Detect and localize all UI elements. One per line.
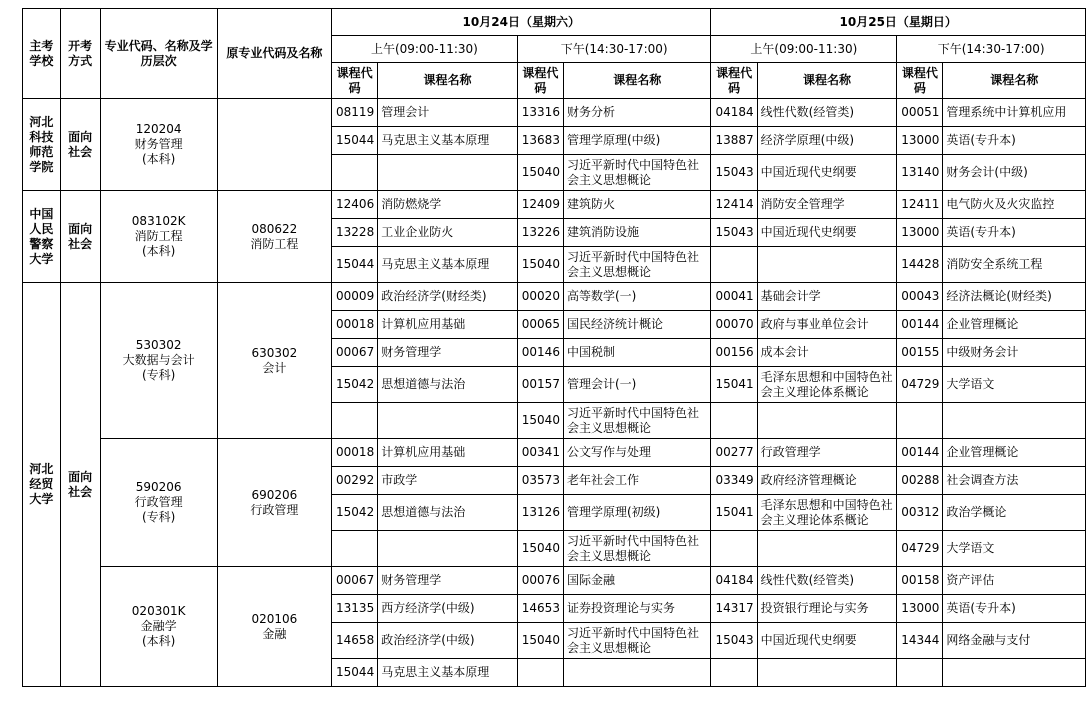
course-code: 12409: [517, 191, 563, 219]
course-code: 00341: [517, 439, 563, 467]
course-name: 马克思主义基本原理: [378, 659, 518, 687]
course-name: 管理学原理(中级): [563, 127, 711, 155]
course-code: 08119: [332, 99, 378, 127]
course-name: 企业管理概论: [943, 439, 1086, 467]
course-code: 00158: [897, 567, 943, 595]
course-name: 政府经济管理概论: [757, 467, 897, 495]
course-code: 13000: [897, 595, 943, 623]
course-code: 13316: [517, 99, 563, 127]
orig-major-line: 020106: [251, 611, 298, 626]
course-name: 计算机应用基础: [378, 311, 518, 339]
course-name: 基础会计学: [757, 283, 897, 311]
orig-major-line: 080622: [251, 221, 298, 236]
course-name: 中国近现代史纲要: [757, 623, 897, 659]
major-line: (专科): [141, 510, 176, 524]
major-line: (本科): [141, 152, 176, 166]
schedule-body: [23, 99, 1086, 687]
course-code: 00146: [517, 339, 563, 367]
course-code: 00009: [332, 283, 378, 311]
course-name: 习近平新时代中国特色社会主义思想概论: [563, 403, 711, 439]
course-code: 00312: [897, 495, 943, 531]
course-code: 13887: [711, 127, 757, 155]
header-course-code: 课程代码: [897, 63, 943, 99]
header-course-code: 课程代码: [332, 63, 378, 99]
course-code: 03573: [517, 467, 563, 495]
course-code: 15044: [332, 247, 378, 283]
course-code: 00070: [711, 311, 757, 339]
course-name: 习近平新时代中国特色社会主义思想概论: [563, 531, 711, 567]
major-line: 020301K: [131, 604, 186, 618]
course-code: 12411: [897, 191, 943, 219]
course-code: 15043: [711, 155, 757, 191]
course-code: [897, 403, 943, 439]
course-code: 14344: [897, 623, 943, 659]
course-code: 13140: [897, 155, 943, 191]
header-day-2: 10月25日（星期日）: [711, 9, 1086, 36]
course-name: 西方经济学(中级): [378, 595, 518, 623]
course-name: 资产评估: [943, 567, 1086, 595]
course-name: 中级财务会计: [943, 339, 1086, 367]
course-code: 12406: [332, 191, 378, 219]
course-code: 13000: [897, 127, 943, 155]
course-name: 管理学原理(初级): [563, 495, 711, 531]
header-day1-am: 上午(09:00-11:30): [332, 36, 518, 63]
major-line: 大数据与会计: [122, 353, 195, 367]
course-code: 04729: [897, 531, 943, 567]
course-code: 00018: [332, 311, 378, 339]
course-code: 15040: [517, 155, 563, 191]
course-code: 00144: [897, 311, 943, 339]
course-name: 政府与事业单位会计: [757, 311, 897, 339]
course-name: 财务管理学: [378, 339, 518, 367]
header-mode: 开考方式: [60, 9, 100, 99]
course-name: 政治经济学(财经类): [378, 283, 518, 311]
header-school: 主考学校: [23, 9, 61, 99]
orig-major-cell: [217, 439, 331, 567]
course-name: 电气防火及火灾监控: [943, 191, 1086, 219]
exam-schedule: [22, 8, 1086, 687]
orig-major-line: 690206: [251, 487, 298, 502]
major-line: 行政管理: [134, 495, 183, 509]
course-code: 12414: [711, 191, 757, 219]
course-name: 社会调查方法: [943, 467, 1086, 495]
course-code: [711, 247, 757, 283]
course-name: 网络金融与支付: [943, 623, 1086, 659]
course-code: 00277: [711, 439, 757, 467]
major-line: 530302: [135, 338, 182, 352]
course-name: 英语(专升本): [943, 595, 1086, 623]
exam-mode: 面向社会: [60, 283, 100, 687]
course-name: 财务分析: [563, 99, 711, 127]
course-code: 13000: [897, 219, 943, 247]
course-code: 15043: [711, 219, 757, 247]
course-code: 14428: [897, 247, 943, 283]
major-cell: [100, 567, 217, 687]
course-name: 国际金融: [563, 567, 711, 595]
major-line: 083102K: [131, 214, 186, 228]
course-code: 00067: [332, 567, 378, 595]
course-code: [711, 403, 757, 439]
course-name: 工业企业防火: [378, 219, 518, 247]
course-code: 00018: [332, 439, 378, 467]
course-name: 英语(专升本): [943, 219, 1086, 247]
header-course-code: 课程代码: [517, 63, 563, 99]
course-name: [378, 531, 518, 567]
course-code: 15044: [332, 127, 378, 155]
course-name: 老年社会工作: [563, 467, 711, 495]
course-code: 00043: [897, 283, 943, 311]
course-name: 公文写作与处理: [563, 439, 711, 467]
course-code: 03349: [711, 467, 757, 495]
course-code: 13226: [517, 219, 563, 247]
course-code: 15044: [332, 659, 378, 687]
course-name: 市政学: [378, 467, 518, 495]
course-name: 线性代数(经管类): [757, 567, 897, 595]
course-code: [332, 155, 378, 191]
header-day2-pm: 下午(14:30-17:00): [897, 36, 1086, 63]
course-code: 13126: [517, 495, 563, 531]
course-code: 14317: [711, 595, 757, 623]
major-cell: [100, 99, 217, 191]
orig-major-line: 金融: [262, 626, 287, 641]
exam-schedule-table: [22, 8, 1086, 687]
header-day-1: 10月24日（星期六）: [332, 9, 711, 36]
course-code: 00067: [332, 339, 378, 367]
header-orig-major: 原专业代码及名称: [217, 9, 331, 99]
course-code: 00041: [711, 283, 757, 311]
header-course-name: 课程名称: [378, 63, 518, 99]
table-row: [23, 99, 1086, 127]
course-name: 证券投资理论与实务: [563, 595, 711, 623]
major-line: 590206: [135, 480, 182, 494]
course-name: [563, 659, 711, 687]
course-code: [517, 659, 563, 687]
course-name: 政治学概论: [943, 495, 1086, 531]
major-line: (本科): [141, 244, 176, 258]
course-name: 大学语文: [943, 367, 1086, 403]
course-name: 管理会计: [378, 99, 518, 127]
course-name: 企业管理概论: [943, 311, 1086, 339]
course-code: 15040: [517, 403, 563, 439]
major-cell: [100, 283, 217, 439]
course-name: 投资银行理论与实务: [757, 595, 897, 623]
course-code: 00288: [897, 467, 943, 495]
course-name: 思想道德与法治: [378, 495, 518, 531]
course-code: 15042: [332, 367, 378, 403]
course-code: 15042: [332, 495, 378, 531]
major-cell: [100, 439, 217, 567]
school-name: 中国人民警察大学: [23, 191, 61, 283]
course-code: 04729: [897, 367, 943, 403]
course-code: 04184: [711, 99, 757, 127]
major-line: 财务管理: [134, 137, 183, 151]
course-code: 15040: [517, 531, 563, 567]
course-code: 13683: [517, 127, 563, 155]
course-name: 中国近现代史纲要: [757, 219, 897, 247]
school-name: 河北科技师范学院: [23, 99, 61, 191]
table-row: [23, 283, 1086, 311]
course-code: 13228: [332, 219, 378, 247]
course-name: [757, 531, 897, 567]
course-name: 成本会计: [757, 339, 897, 367]
course-name: 政治经济学(中级): [378, 623, 518, 659]
course-code: [711, 531, 757, 567]
course-code: 13135: [332, 595, 378, 623]
header-course-code: 课程代码: [711, 63, 757, 99]
course-code: 00144: [897, 439, 943, 467]
header-day1-pm: 下午(14:30-17:00): [517, 36, 711, 63]
course-name: [757, 403, 897, 439]
school-name: 河北经贸大学: [23, 283, 61, 687]
table-row: [23, 439, 1086, 467]
orig-major-cell: [217, 99, 331, 191]
course-name: 消防燃烧学: [378, 191, 518, 219]
orig-major-cell: [217, 191, 331, 283]
course-name: 计算机应用基础: [378, 439, 518, 467]
course-name: 英语(专升本): [943, 127, 1086, 155]
major-line: 120204: [135, 122, 182, 136]
course-code: 00156: [711, 339, 757, 367]
orig-major-line: 行政管理: [250, 502, 299, 517]
course-code: [897, 659, 943, 687]
course-name: [943, 659, 1086, 687]
course-name: 消防安全管理学: [757, 191, 897, 219]
course-code: 00065: [517, 311, 563, 339]
course-name: 毛泽东思想和中国特色社会主义理论体系概论: [757, 367, 897, 403]
course-name: 习近平新时代中国特色社会主义思想概论: [563, 623, 711, 659]
course-name: 中国税制: [563, 339, 711, 367]
orig-major-line: 消防工程: [250, 236, 299, 251]
course-name: [757, 247, 897, 283]
course-code: 15040: [517, 623, 563, 659]
major-line: 金融学: [140, 619, 177, 633]
major-line: (专科): [141, 368, 176, 382]
course-name: 建筑消防设施: [563, 219, 711, 247]
course-name: 思想道德与法治: [378, 367, 518, 403]
major-line: (本科): [141, 634, 176, 648]
course-code: 15043: [711, 623, 757, 659]
course-name: 经济法概论(财经类): [943, 283, 1086, 311]
major-cell: [100, 191, 217, 283]
course-code: 00076: [517, 567, 563, 595]
course-name: 马克思主义基本原理: [378, 247, 518, 283]
course-code: 00020: [517, 283, 563, 311]
course-name: [757, 659, 897, 687]
course-code: 04184: [711, 567, 757, 595]
course-code: [711, 659, 757, 687]
course-code: 15040: [517, 247, 563, 283]
course-name: 大学语文: [943, 531, 1086, 567]
course-name: 中国近现代史纲要: [757, 155, 897, 191]
orig-major-line: 会计: [262, 360, 287, 375]
course-name: 毛泽东思想和中国特色社会主义理论体系概论: [757, 495, 897, 531]
table-row: [23, 567, 1086, 595]
course-name: 高等数学(一): [563, 283, 711, 311]
header-course-name: 课程名称: [943, 63, 1086, 99]
course-code: 00157: [517, 367, 563, 403]
header-day2-am: 上午(09:00-11:30): [711, 36, 897, 63]
course-name: 马克思主义基本原理: [378, 127, 518, 155]
course-name: 建筑防火: [563, 191, 711, 219]
header-major: 专业代码、名称及学历层次: [100, 9, 217, 99]
exam-mode: 面向社会: [60, 191, 100, 283]
course-name: 线性代数(经管类): [757, 99, 897, 127]
course-name: 管理会计(一): [563, 367, 711, 403]
course-code: 14653: [517, 595, 563, 623]
course-name: 习近平新时代中国特色社会主义思想概论: [563, 247, 711, 283]
course-name: 习近平新时代中国特色社会主义思想概论: [563, 155, 711, 191]
course-name: [378, 155, 518, 191]
course-name: 管理系统中计算机应用: [943, 99, 1086, 127]
course-name: 财务会计(中级): [943, 155, 1086, 191]
course-code: 14658: [332, 623, 378, 659]
table-row: [23, 191, 1086, 219]
orig-major-cell: [217, 567, 331, 687]
course-name: 经济学原理(中级): [757, 127, 897, 155]
course-code: [332, 531, 378, 567]
course-name: 行政管理学: [757, 439, 897, 467]
header-course-name: 课程名称: [757, 63, 897, 99]
orig-major-line: 630302: [251, 345, 298, 360]
orig-major-cell: [217, 283, 331, 439]
course-code: 15041: [711, 367, 757, 403]
course-code: 00051: [897, 99, 943, 127]
course-name: [943, 403, 1086, 439]
major-line: 消防工程: [134, 229, 183, 243]
course-code: [332, 403, 378, 439]
course-name: 国民经济统计概论: [563, 311, 711, 339]
course-code: 00292: [332, 467, 378, 495]
course-name: [378, 403, 518, 439]
header-course-name: 课程名称: [563, 63, 711, 99]
course-code: 00155: [897, 339, 943, 367]
course-name: 财务管理学: [378, 567, 518, 595]
course-code: 15041: [711, 495, 757, 531]
exam-mode: 面向社会: [60, 99, 100, 191]
course-name: 消防安全系统工程: [943, 247, 1086, 283]
